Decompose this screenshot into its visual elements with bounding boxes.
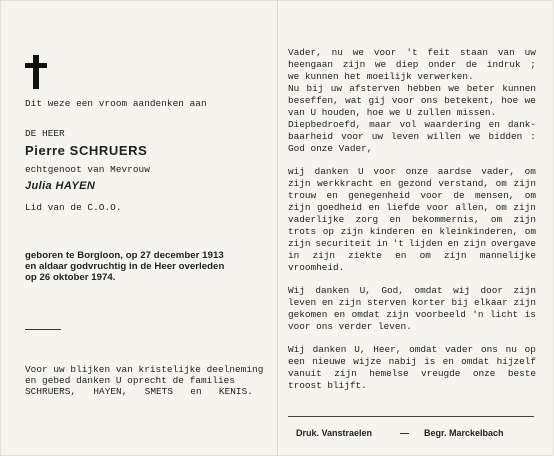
prayer-line: vroomheid. bbox=[288, 262, 345, 273]
prayer-line: trouw en genegenheid voor de mensen, om bbox=[288, 190, 536, 201]
prayer-line: een nieuwe wijze nabij is en omdat hijzelf bbox=[288, 356, 536, 367]
spouse-line: echtgenoot van Mevrouw bbox=[25, 164, 150, 175]
prayer-line: voor ons verder leven. bbox=[288, 321, 412, 332]
family-name: KENIS. bbox=[218, 386, 253, 397]
prayer-line: vanuit zijn hemelse vreugde onze beste bbox=[288, 368, 536, 379]
prayer-line: zijn goedheid en liefde voor allen, om zijn bbox=[288, 202, 536, 213]
birth-line: geboren te Borgloon, op 27 december 1913 bbox=[25, 250, 224, 261]
prayer-line: vaderlijke zorg en bekommernis, om zijn bbox=[288, 214, 536, 225]
prayer-line: zijn werkkracht en gezond verstand, om zijn bbox=[288, 178, 536, 189]
membership: Lid van de C.O.O. bbox=[25, 202, 122, 213]
footer-dash: — bbox=[400, 428, 409, 438]
prayer-line: Wij danken U, Heer, omdat vader ons nu op bbox=[288, 344, 536, 355]
family-name: SCHRUERS, bbox=[25, 386, 77, 397]
prayer-line: God onze Vader, bbox=[288, 143, 373, 154]
printer-credit: Druk. Vanstraelen bbox=[296, 428, 373, 438]
prayer-line: van U houden, hoe we U zullen missen. bbox=[288, 107, 497, 118]
conjunction: en bbox=[190, 386, 202, 397]
card-fold bbox=[277, 0, 278, 456]
thanks-line-1: Voor uw blijken van kristelijke deelneming bbox=[25, 364, 264, 375]
footer-rule bbox=[288, 416, 534, 417]
prayer-line: troost blijft. bbox=[288, 380, 367, 391]
prayer-line: Vader, nu we voor 't feit staan van uw bbox=[288, 47, 536, 58]
family-name: HAYEN, bbox=[93, 386, 128, 397]
prayer-line: heengaan zijn we diep onder de indruk ; bbox=[288, 59, 536, 70]
thanks-line-2: en gebed danken U oprecht de families bbox=[25, 375, 236, 386]
prayer-line: we kunnen het moeilijk verwerken. bbox=[288, 71, 474, 82]
deceased-name: Pierre SCHRUERS bbox=[25, 143, 148, 158]
prayer-line: leven en zijn sterven korter bij elkaar zijn bbox=[288, 297, 536, 308]
prayer-line: zijn securiteit in 't lijden en zijn overgave bbox=[288, 238, 536, 249]
divider bbox=[25, 329, 61, 330]
intro-line: Dit weze een vroom aandenken aan bbox=[25, 98, 207, 109]
prayer-line: Diepbedroefd, maar vol waardering en dank- bbox=[288, 119, 536, 130]
prayer-line: baarheid voor uw leven willen we bidden : bbox=[288, 131, 536, 142]
family-name: SMETS bbox=[144, 386, 174, 397]
death-line: en aldaar godvruchtig in de Heer overleden bbox=[25, 261, 225, 272]
prayer-line: gekomen en omdat zijn voorbeeld 'n licht is bbox=[288, 309, 536, 320]
spouse-name: Julia HAYEN bbox=[25, 180, 96, 192]
prayer-line: trots op zijn kinderen en kleinkinderen, om bbox=[288, 226, 536, 237]
honorific: DE HEER bbox=[25, 128, 65, 139]
death-date-line: op 26 oktober 1974. bbox=[25, 272, 116, 283]
cross-icon bbox=[25, 55, 47, 89]
prayer-line: Wij danken U, God, omdat wij door zijn bbox=[288, 285, 536, 296]
prayer-line: Nu bij uw afsterven hebben we beter kunnen bbox=[288, 83, 536, 94]
prayer-line: in zijn ziekte en om zijn mannelijke bbox=[288, 250, 536, 261]
prayer-line: beseffen, wat gij voor ons betekent, hoe we bbox=[288, 95, 536, 106]
funeral-credit: Begr. Marckelbach bbox=[424, 428, 504, 438]
families-line bbox=[25, 386, 253, 397]
prayer-line: wij danken U voor onze aardse vader, om bbox=[288, 166, 536, 177]
